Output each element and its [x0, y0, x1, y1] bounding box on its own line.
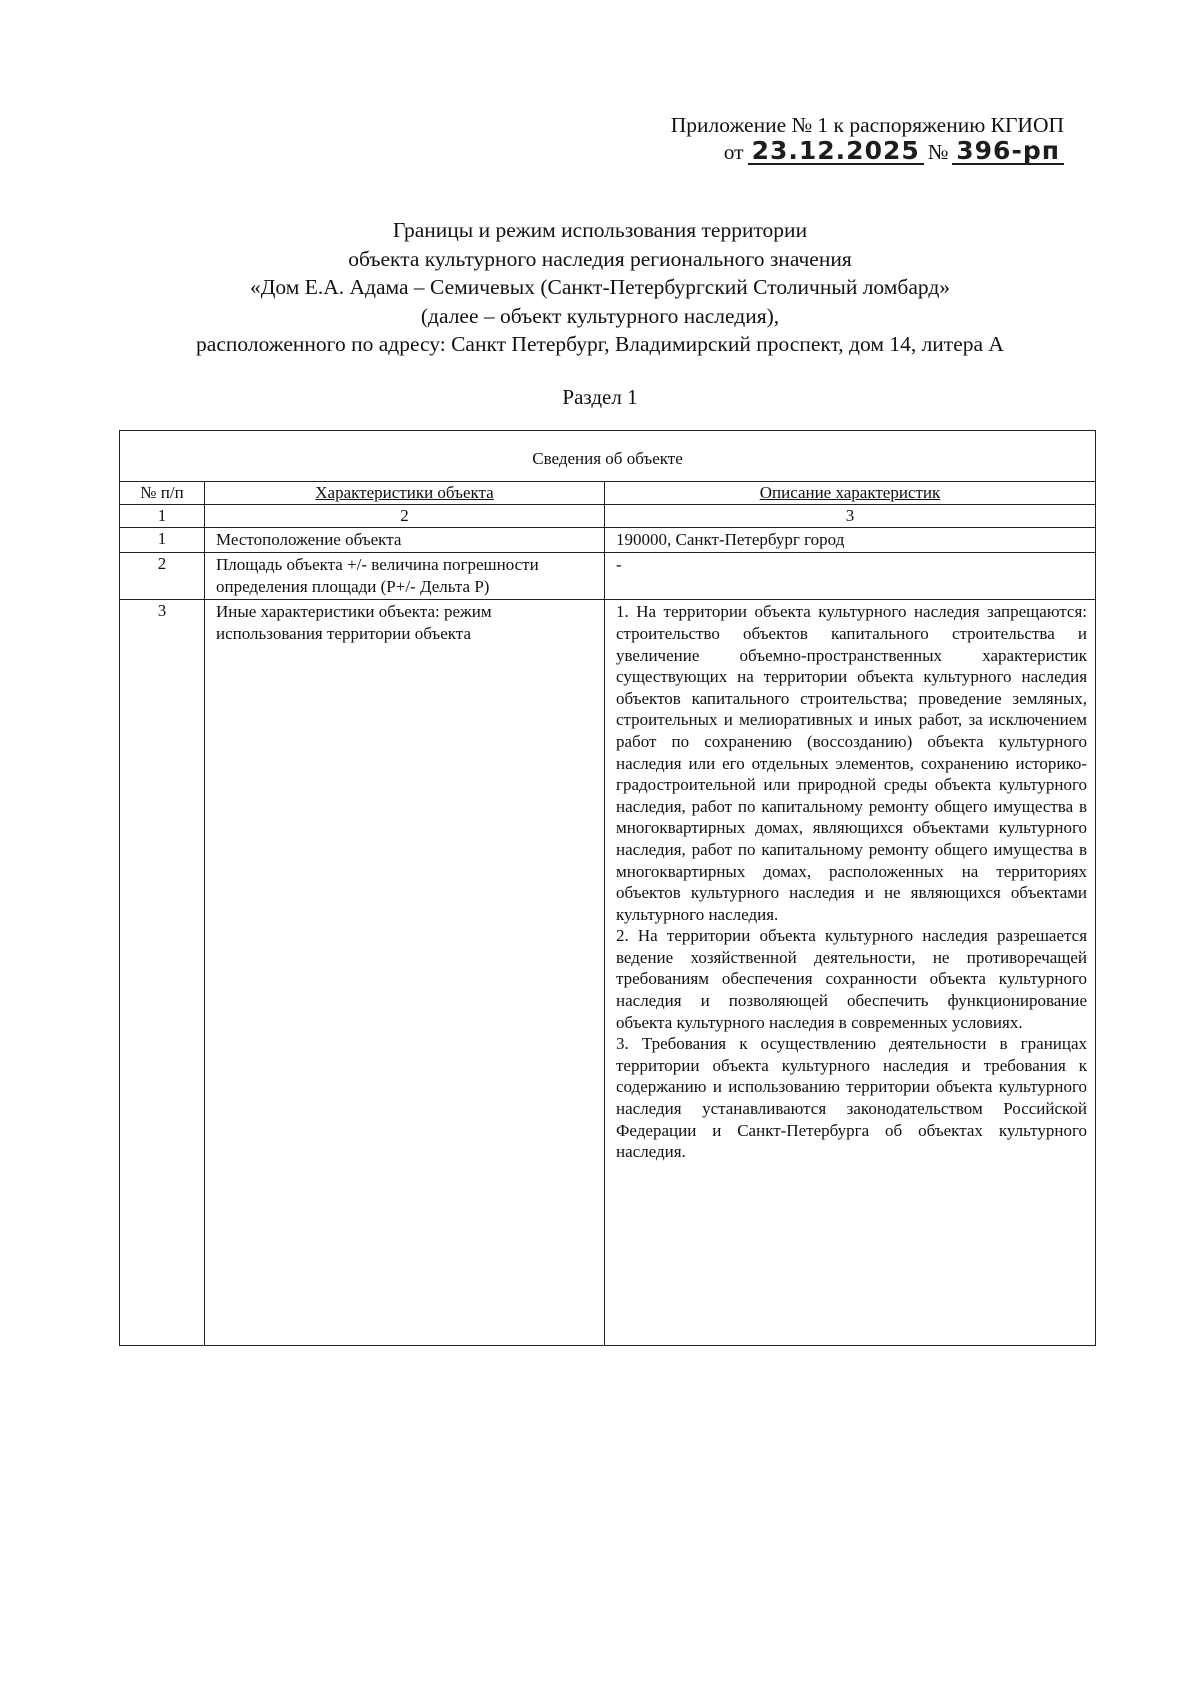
- row-number: 3: [120, 600, 205, 1346]
- table-row: [120, 600, 1096, 1346]
- row-description: [605, 600, 1096, 1346]
- table-index-row: [120, 505, 1096, 528]
- document-header: [544, 112, 1064, 166]
- index-cell: 3: [605, 505, 1096, 528]
- title-line-1: Границы и режим использования территории: [392, 218, 808, 242]
- header-description: [605, 482, 1096, 505]
- table-header-row: [120, 482, 1096, 505]
- regime-paragraph-3: 3. Требования к осуществлению деятельности в границах территории объекта культурного наследия и требования к содержанию и использованию территории объекта культурного наследия устанавливаются законодательством Российской Федерации и Санкт-Петербурга об объектах культурного наследия.: [616, 1034, 1088, 1162]
- table-caption-row: [120, 431, 1096, 482]
- index-cell: 2: [205, 505, 605, 528]
- header-description-text: Описание характеристик: [759, 483, 941, 502]
- index-cell: 1: [120, 505, 205, 528]
- title-line-4: (далее – объект культурного наследия),: [420, 303, 780, 328]
- row-description: -: [605, 553, 1096, 600]
- order-date-number: [544, 136, 1064, 166]
- title-line-5: расположенного по адресу: Санкт Петербург, Владимирский проспект, дом 14, литера А: [196, 332, 1004, 356]
- table-row: [120, 553, 1096, 600]
- row-characteristic: Иные характеристики объекта: режим использования территории объекта: [205, 600, 605, 1346]
- document-title: [60, 216, 1140, 359]
- row-description: 190000, Санкт-Петербург город: [605, 527, 1096, 553]
- row-number: 1: [120, 527, 205, 553]
- regime-paragraph-2: 2. На территории объекта культурного наследия разрешается ведение хозяйственной деятельности, не противоречащей требованиям обеспечения сохранности объекта культурного наследия и позволяющей обеспечить функционирование объекта культурного наследия в современных условиях.: [616, 926, 1088, 1032]
- header-characteristic: [205, 482, 605, 505]
- regime-paragraph-1: 1. На территории объекта культурного наследия запрещаются: строительство объектов капитального строительства и увеличение объемно-пространственных характеристик существующих на территории объекта культурного наследия объектов капитального строительства; проведение земляных, строительных и мелиоративных и иных работ, за исключением работ по сохранению (воссозданию) объекта культурного наследия или его отдельных элементов, сохранению историко-градостроительной или природной среды объекта культурного наследия, работ по капитальному ремонту общего имущества в многоквартирных домах, являющихся объектами культурного наследия, работ по капитальному ремонту общего имущества в многоквартирных домах, расположенных на территориях объектов культурного наследия и не являющихся объектами культурного наследия.: [616, 602, 1088, 924]
- title-line-2: объекта культурного наследия регионального значения: [348, 246, 852, 271]
- row-characteristic: Местоположение объекта: [205, 527, 605, 553]
- title-line-3: «Дом Е.А. Адама – Семичевых (Санкт-Петербургский Столичный ломбард»: [249, 275, 951, 299]
- handwritten-number: 396-рп: [952, 139, 1064, 165]
- table-caption: [120, 431, 1096, 482]
- number-label: №: [927, 140, 949, 164]
- table-row: [120, 527, 1096, 553]
- header-num: № п/п: [120, 482, 205, 505]
- table-caption-text: Сведения об объекте: [532, 449, 683, 469]
- from-label: от: [723, 140, 744, 164]
- object-info-table: [119, 430, 1096, 1346]
- row-characteristic: Площадь объекта +/- величина погрешности определения площади (Р+/- Дельта Р): [205, 553, 605, 600]
- handwritten-date: 23.12.2025: [748, 139, 924, 165]
- section-label: Раздел 1: [562, 385, 638, 409]
- header-characteristic-text: Характеристики объекта: [315, 483, 494, 502]
- row-number: 2: [120, 553, 205, 600]
- appendix-title: Приложение № 1 к распоряжению КГИОП: [670, 113, 1064, 137]
